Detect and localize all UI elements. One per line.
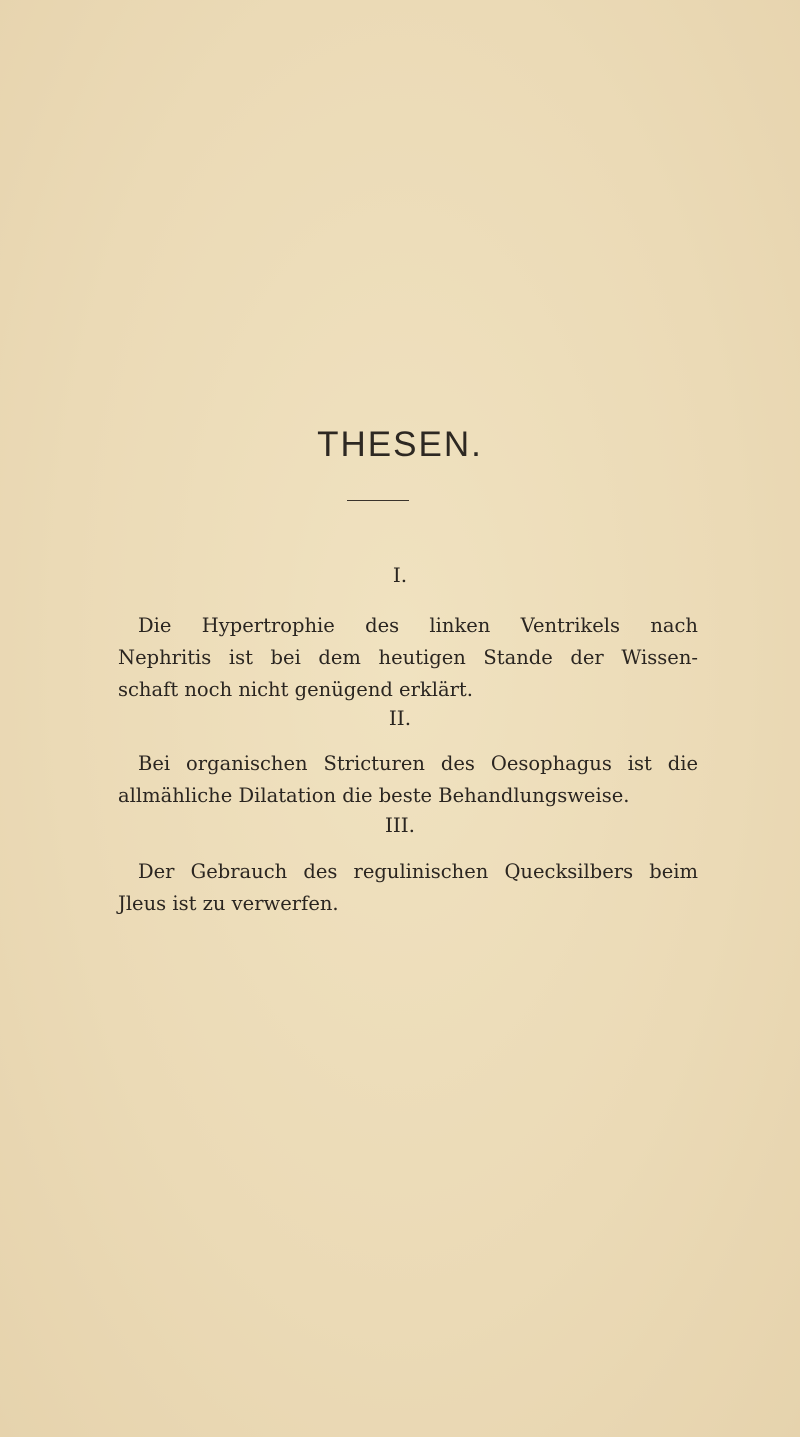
thesis-line: Die Hypertrophie des linken Ventrikels nach bbox=[138, 614, 698, 637]
thesis-line: allmähliche Dilatation die beste Behandlungsweise. bbox=[118, 784, 630, 807]
thesis-line: Der Gebrauch des regulinischen Quecksilbers beim bbox=[138, 860, 698, 883]
thesis-3-numeral-wrap bbox=[0, 815, 800, 835]
thesis-3-text bbox=[118, 856, 698, 920]
thesis-numeral: III. bbox=[384, 813, 416, 837]
thesis-1-text bbox=[118, 610, 698, 706]
thesis-2-numeral-wrap bbox=[0, 708, 800, 728]
thesis-line: Nephritis ist bei dem heutigen Stande der Wissen- bbox=[118, 646, 698, 669]
thesis-2-text bbox=[118, 748, 698, 812]
thesis-line: schaft noch nicht genügend erklärt. bbox=[118, 678, 473, 701]
thesis-line: Jleus ist zu verwerfen. bbox=[118, 892, 339, 915]
thesis-numeral: II. bbox=[388, 706, 412, 730]
thesis-numeral: I. bbox=[392, 563, 408, 587]
thesis-1-numeral-wrap bbox=[0, 565, 800, 585]
thesis-line: Bei organischen Stricturen des Oesophagus ist die bbox=[138, 752, 698, 775]
title-divider bbox=[347, 500, 409, 501]
page-title: THESEN. bbox=[317, 425, 483, 464]
